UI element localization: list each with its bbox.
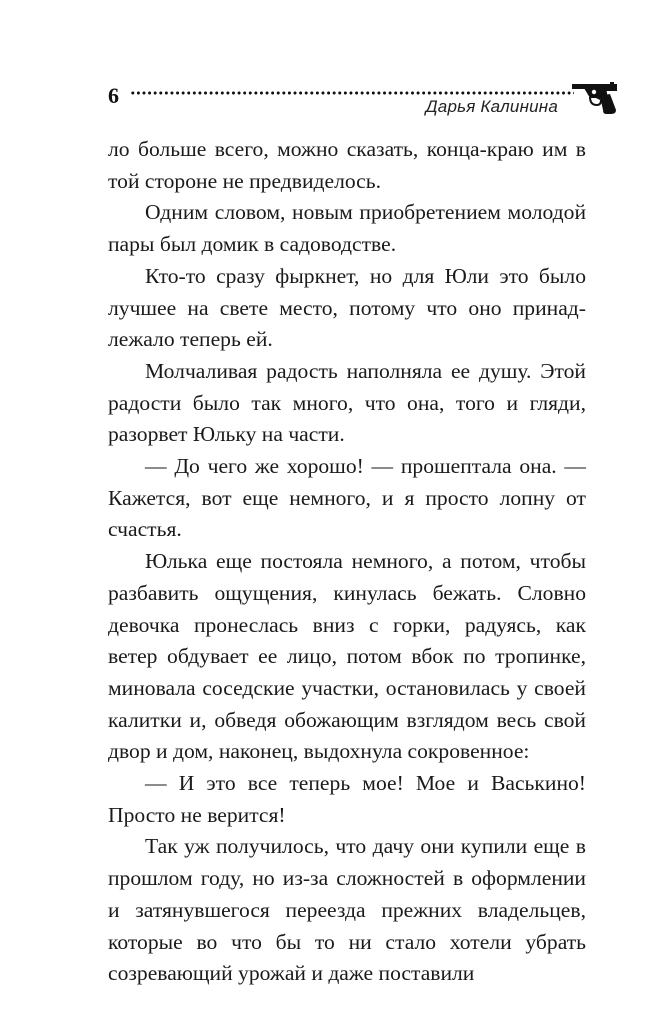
paragraph: — До чего же хорошо! — прошептала она. — Кажется, вот еще немного, и я просто лопну от счастья.: [108, 454, 586, 542]
body-text: [108, 134, 586, 990]
dotted-leader: [130, 90, 574, 96]
paragraph: — И это все теперь мое! Мое и Васькино! Просто не верится!: [108, 771, 586, 827]
author-name: Дарья Калинина: [425, 97, 558, 116]
paragraph: Юлька еще постояла немного, а потом, чтобы разбавить ощущения, кинулась бежать. Словно девочка пронеслась вниз с горки, радуясь, как ветер обдувает ее лицо, потом вбок по тропинке, миновала соседские участки, остановилась у своей калитки и, обведя обожающим взглядом весь свой двор и дом, наконец, выдохнула сокровенное:: [108, 549, 586, 764]
paragraph: Одним словом, новым приобретением молодой пары был домик в садоводстве.: [108, 200, 586, 257]
revolver-icon: [570, 78, 618, 116]
paragraph: Кто-то сразу фыркнет, но для Юли это было лучшее на свете место, потому что оно принадлежало теперь ей.: [108, 263, 586, 352]
paragraph: ло больше всего, можно сказать, конца-краю им в той стороне не предвиделось.: [108, 137, 586, 193]
paragraph: Так уж получилось, что дачу они купили еще в прошлом году, но из-за сложностей в оформлении и затянувшегося переезда прежних владельцев, которые во что бы то ни стало хотели убрать созревающий урожай и даже поставили: [108, 834, 586, 986]
paragraph: Молчаливая радость наполняла ее душу. Этой радости было так много, что она, того и гляди, разорвет Юльку на части.: [108, 358, 586, 447]
running-header: [108, 78, 616, 122]
page-number: 6: [108, 83, 119, 108]
